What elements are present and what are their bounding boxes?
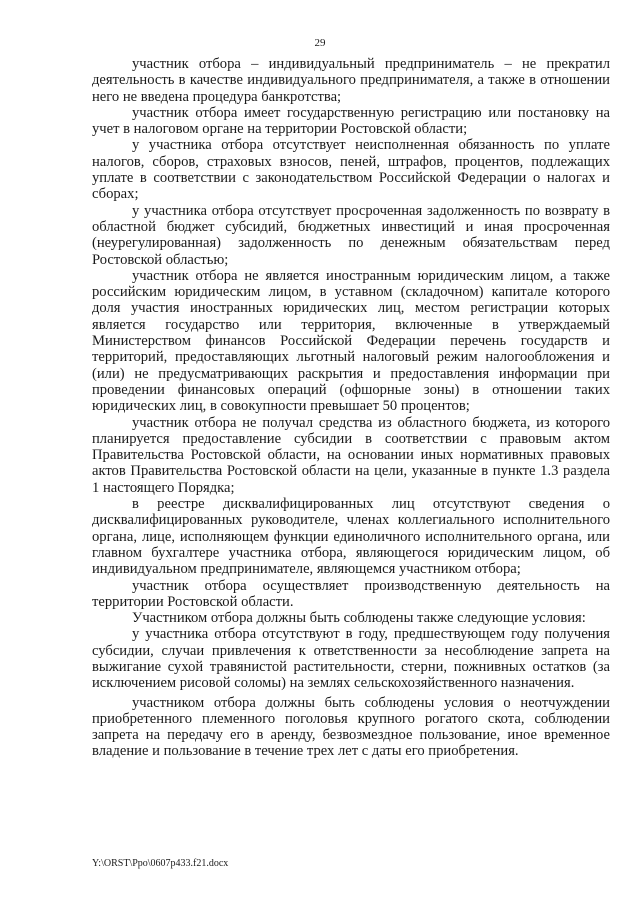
document-body bbox=[92, 56, 610, 760]
paragraph-regional-activity: участник отбора осуществляет производственную деятельность на территории Ростовской области. bbox=[92, 577, 610, 610]
paragraph-no-burning-violations: у участника отбора отсутствуют в году, предшествующем году получения субсидии, случаи привлечения к ответственности за несоблюдение запрета на выжигание сухой травянистой растительности, стерни, пожнивных остатков (за исключением рисовой соломы) на землях сельскохозяйственного назначения. bbox=[92, 626, 610, 692]
paragraph-no-overdue-debt: у участника отбора отсутствует просроченная задолженность по возврату в областной бюджет субсидий, бюджетных инвестиций и иная просроченная (неурегулированная) задолженность по денежным обязательствам перед Ростовской областью; bbox=[92, 202, 610, 268]
paragraph-sole-proprietor-status: участник отбора – индивидуальный предприниматель – не прекратил деятельность в качестве индивидуального предпринимателя, а также в отношении него не введена процедура банкротства; bbox=[92, 56, 610, 105]
paragraph-no-other-funding: участник отбора не получал средства из областного бюджета, из которого планируется предоставление субсидии в соответствии с правовым актом Правительства Ростовской области, на основании иных нормативных правовых актов Правительства Ростовской области на цели, указанные в пункте 1.3 раздела 1 настоящего Порядка; bbox=[92, 414, 610, 496]
paragraph-tax-registration: участник отбора имеет государственную регистрацию или постановку на учет в налоговом органе на территории Ростовской области; bbox=[92, 104, 610, 138]
paragraph-not-foreign-entity: участник отбора не является иностранным юридическим лицом, а также российским юридическим лицом, в уставном (складочном) капитале которого доля участия иностранных юридических лиц, местом регистрации которых является государство или территория, включенные в утверждаемый Министерством финансов Российской Федерации перечень государств и территорий, предоставляющих льготный налоговый режим налогообложения и (или) не предусматривающих раскрытия и предоставления информации при проведении финансовых операций (офшорные зоны) в отношении таких юридических лиц, в совокупности превышает 50 процентов; bbox=[92, 267, 610, 415]
paragraph-additional-conditions-intro: Участником отбора должны быть соблюдены также следующие условия: bbox=[132, 610, 586, 627]
paragraph-livestock-retention: участником отбора должны быть соблюдены условия о неотчуждении приобретенного племенного поголовья крупного рогатого скота, соблюдении запрета на передачу его в аренду, безвозмездное пользование, иное временное владение и пользование в течение трех лет с даты его приобретения. bbox=[92, 694, 610, 760]
page-number: 29 bbox=[314, 37, 326, 49]
paragraph-no-tax-debt: у участника отбора отсутствует неисполненная обязанность по уплате налогов, сборов, страховых взносов, пеней, штрафов, процентов, подлежащих уплате в соответствии с законодательством Российской Федерации о налогах и сборах; bbox=[92, 137, 610, 203]
paragraph-disqualification-register: в реестре дисквалифицированных лиц отсутствуют сведения о дисквалифицированных руководителе, членах коллегиального исполнительного органа, лице, исполняющем функции единоличного исполнительного органа, или главном бухгалтере участника отбора, являющегося юридическим лицом, об индивидуальном предпринимателе, являющемся участником отбора; bbox=[92, 496, 610, 578]
footer-file-path: Y:\ORST\Ppo\0607p433.f21.docx bbox=[92, 858, 229, 869]
